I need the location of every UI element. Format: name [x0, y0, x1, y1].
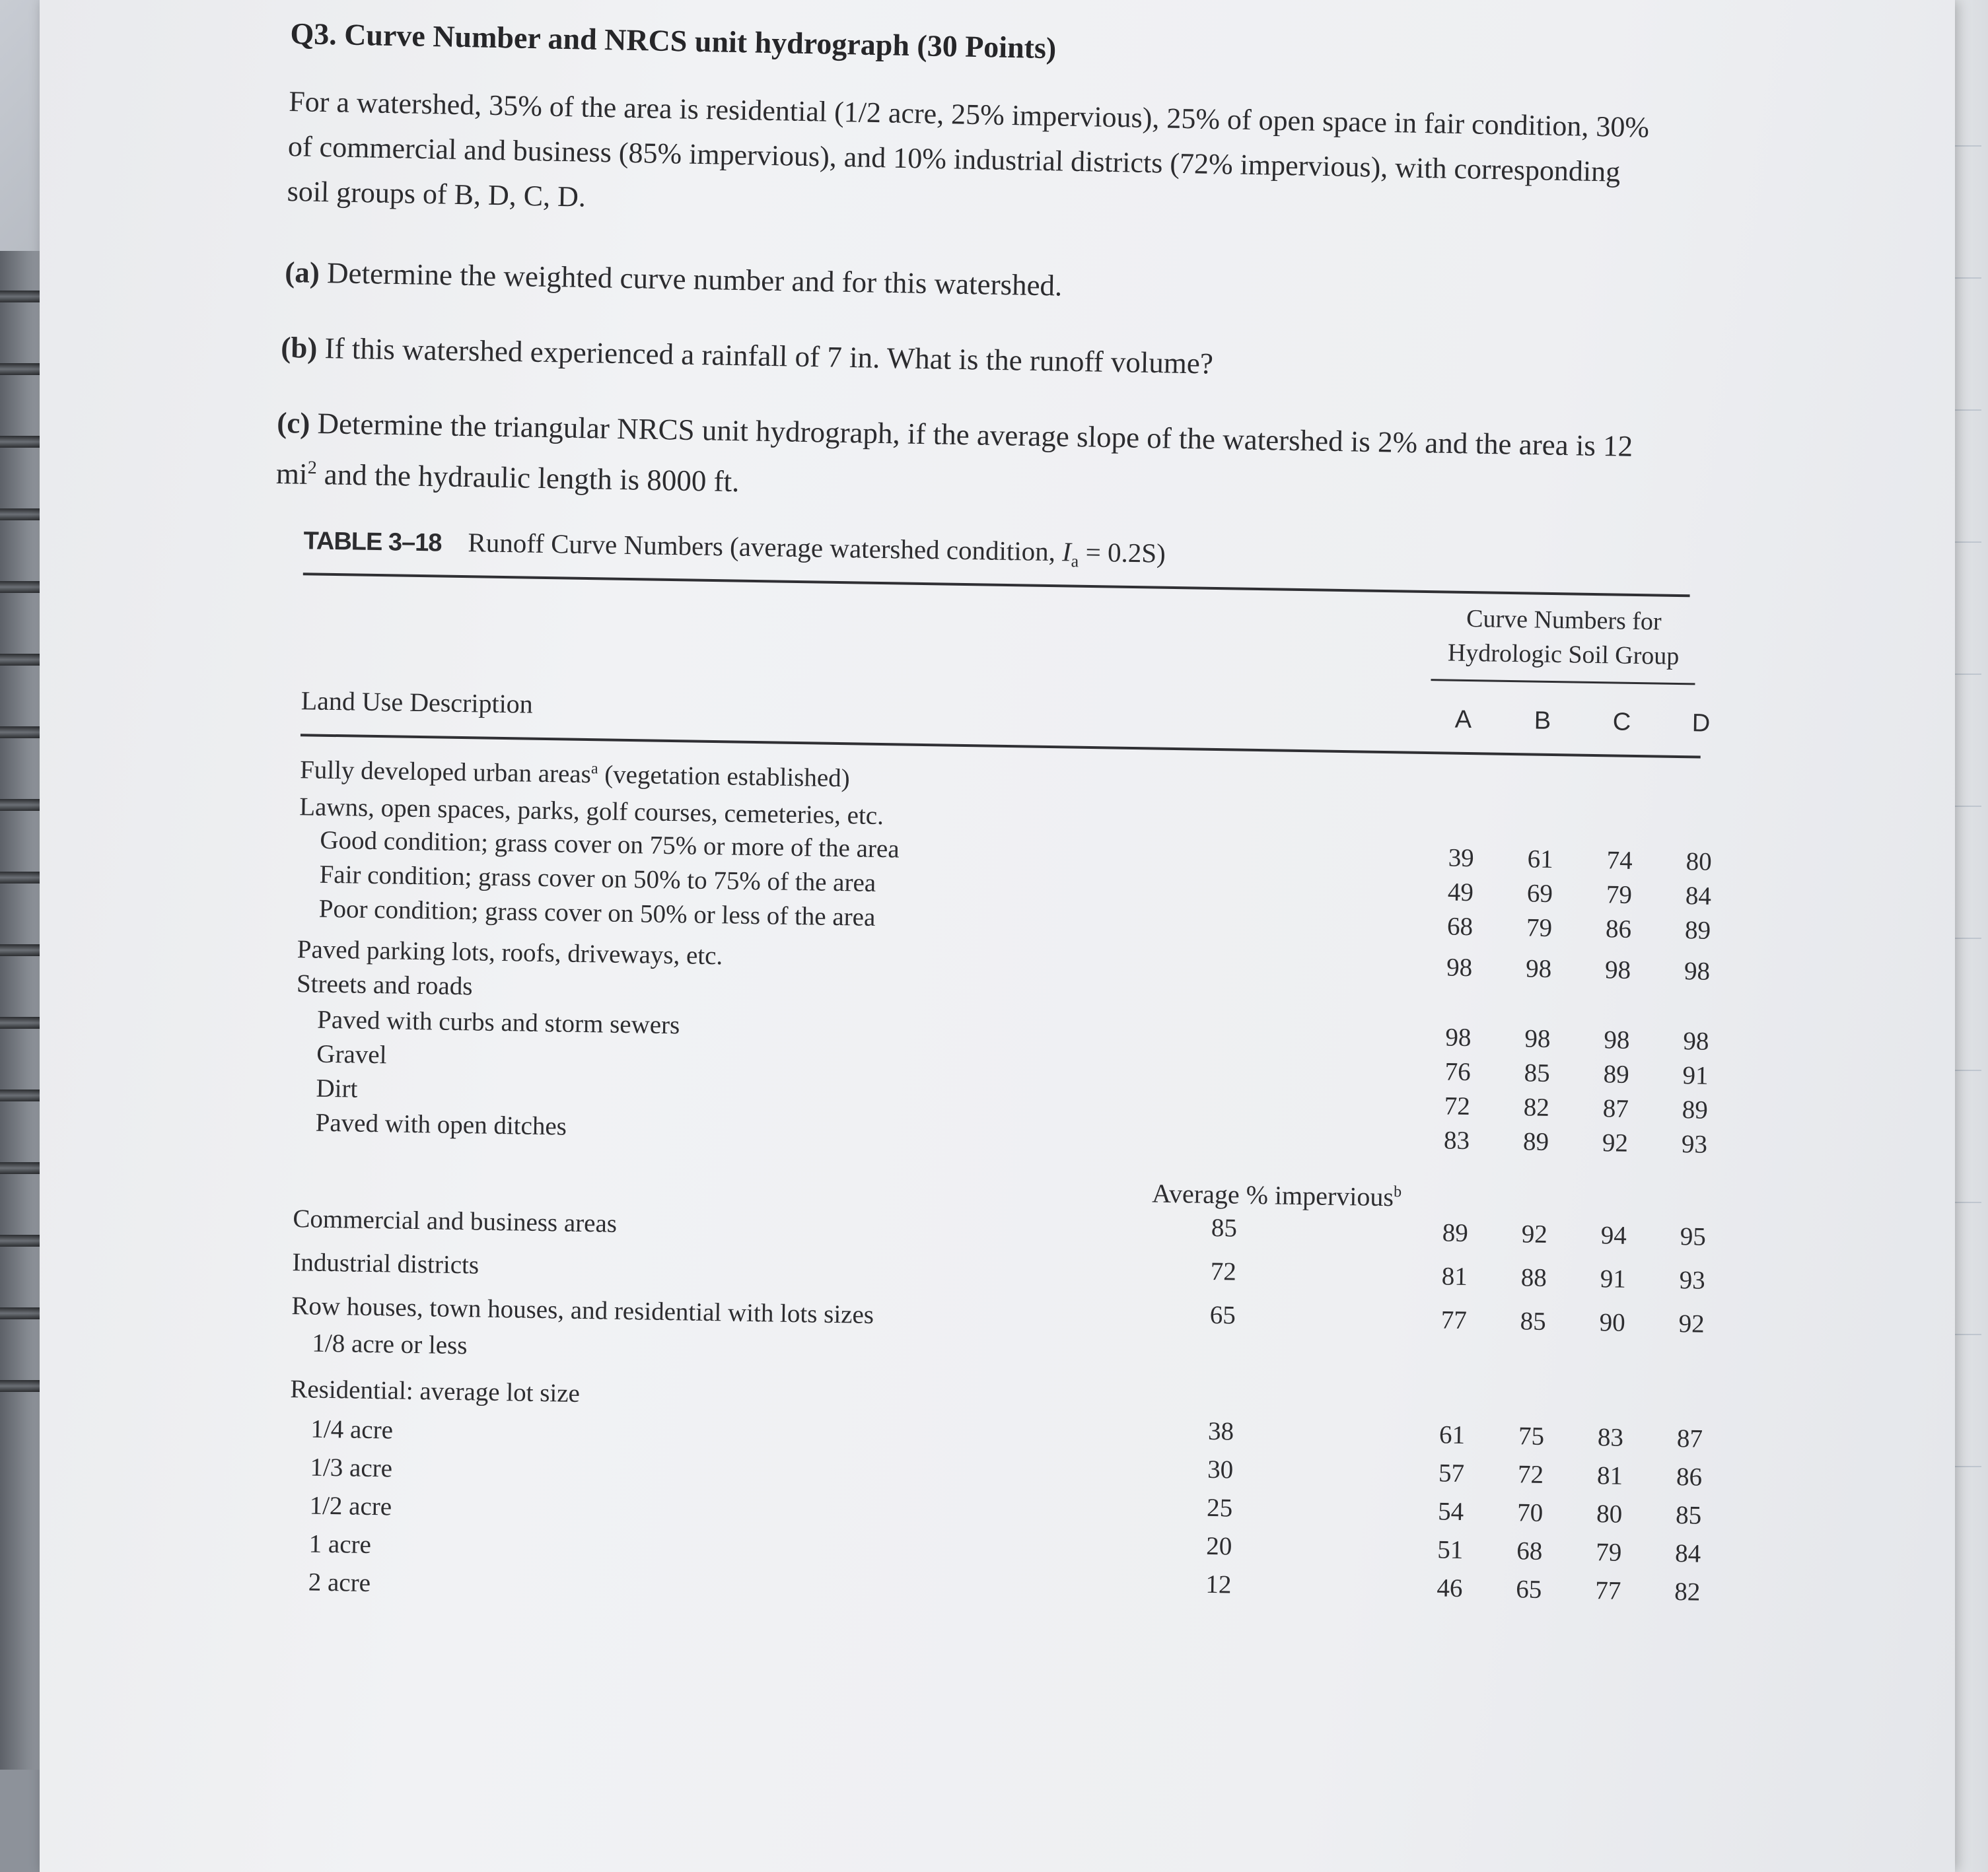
row-label: Good condition; grass cover on 75% or more of the area [320, 825, 900, 864]
table-cell: 90 [1599, 1308, 1626, 1337]
table-cell: 83 [1597, 1423, 1624, 1452]
table-cell: 92 [1602, 1128, 1629, 1158]
impervious-cell: 30 [1207, 1455, 1234, 1484]
table-cell: 70 [1516, 1498, 1544, 1527]
soil-group-rule [1431, 679, 1695, 685]
soil-group-header-line1: Curve Numbers for [1466, 604, 1662, 636]
row-label: Paved parking lots, roofs, driveways, etc. [297, 935, 723, 971]
table-cell: 84 [1674, 1539, 1701, 1568]
curve-number-table [233, 523, 1783, 1669]
row-label: Row houses, town houses, and residential with lots sizes [291, 1292, 874, 1329]
table-cell: 89 [1684, 916, 1711, 945]
table-cell: 61 [1438, 1420, 1466, 1450]
table-cell: 77 [1440, 1305, 1468, 1335]
table-cell: 86 [1605, 915, 1632, 944]
table-cell: 98 [1524, 1024, 1551, 1053]
table-cell: 72 [1444, 1092, 1471, 1121]
table-cell: 39 [1448, 843, 1475, 873]
part-c-superscript: 2 [307, 457, 318, 479]
table-cell: 85 [1675, 1501, 1702, 1530]
table-cell: 98 [1683, 1027, 1709, 1056]
table-caption-variable: I [1061, 536, 1072, 567]
table-cell: 89 [1682, 1095, 1709, 1125]
part-b-label: (b) [280, 330, 318, 364]
column-header-c: C [1612, 708, 1631, 736]
table-cell: 77 [1595, 1576, 1621, 1605]
impervious-cell: 25 [1206, 1493, 1233, 1523]
impervious-cell: 85 [1211, 1213, 1238, 1243]
table-cell: 98 [1445, 1023, 1472, 1053]
table-cell: 79 [1595, 1538, 1622, 1567]
table-cell: 80 [1686, 847, 1713, 876]
table-cell: 92 [1521, 1220, 1548, 1249]
impervious-cell: 65 [1209, 1300, 1236, 1330]
question-part-b [281, 325, 1655, 394]
table-cell: 98 [1684, 957, 1711, 986]
row-label: Industrial districts [292, 1248, 479, 1280]
table-cell: 93 [1679, 1266, 1706, 1295]
part-a-label: (a) [284, 255, 320, 289]
soil-group-header-line2: Hydrologic Soil Group [1447, 639, 1680, 670]
page-content [40, 0, 1955, 1872]
table-cell: 83 [1443, 1126, 1470, 1156]
row-label: Commercial and business areas [293, 1204, 618, 1238]
table-cell: 88 [1520, 1263, 1547, 1292]
table-cell: 94 [1600, 1221, 1627, 1250]
table-top-rule [303, 572, 1690, 597]
impervious-cell: 20 [1206, 1531, 1232, 1561]
question-title: Q3. Curve Number and NRCS unit hydrograph (30 Points) [290, 16, 1057, 65]
impervious-header-text: Average % impervious [1151, 1178, 1394, 1212]
section-streets: Streets and roads [296, 969, 473, 1001]
soil-group-header [1425, 601, 1703, 674]
row-label: Paved with curbs and storm sewers [316, 1005, 680, 1040]
section-urban [300, 755, 850, 793]
row-label-continued: 1/8 acre or less [312, 1329, 468, 1360]
row-label: Dirt [316, 1074, 358, 1103]
table-cell: 98 [1446, 953, 1473, 983]
question-part-a [285, 250, 1659, 318]
table-cell: 85 [1520, 1307, 1547, 1336]
table-cell: 69 [1526, 879, 1553, 909]
column-header-d: D [1691, 709, 1711, 738]
row-label: Paved with open ditches [315, 1108, 567, 1141]
document-page [40, 0, 1955, 1872]
question-part-c [275, 400, 1651, 520]
question-intro: For a watershed, 35% of the area is residential (1/2 acre, 25% impervious), 25% of open space in fair condition, 30% of commercial and business (85% impervious), and 10% industrial districts (72% impervious), with corresponding soil groups of B, D, C, D. [287, 85, 1650, 213]
table-cell: 51 [1437, 1535, 1464, 1565]
table-cell: 82 [1674, 1577, 1701, 1607]
row-label: Gravel [316, 1039, 387, 1070]
impervious-header [1152, 1178, 1402, 1213]
table-caption [303, 524, 1166, 572]
table-cell: 81 [1596, 1461, 1623, 1490]
table-cell: 89 [1522, 1127, 1549, 1156]
section-lawns: Lawns, open spaces, parks, golf courses, cemeteries, etc. [299, 792, 884, 831]
part-c-text: Determine the triangular NRCS unit hydrograph, if the average slope of the watershed is 2% and the area is 12 mi [275, 407, 1633, 491]
table-cell: 87 [1676, 1424, 1703, 1453]
table-caption-subscript: a [1071, 551, 1079, 571]
table-cell: 74 [1606, 846, 1633, 875]
table-caption-text: Runoff Curve Numbers (average watershed condition, [468, 527, 1063, 567]
table-cell: 61 [1527, 845, 1554, 874]
table-cell: 86 [1676, 1463, 1703, 1492]
row-label: 1 acre [308, 1529, 372, 1560]
part-b-text: If this watershed experienced a rainfall of 7 in. What is the runoff volume? [324, 331, 1214, 380]
table-cell: 91 [1600, 1265, 1627, 1294]
table-cell: 68 [1446, 912, 1473, 942]
table-cell: 65 [1516, 1575, 1542, 1604]
land-use-header: Land Use Description [301, 685, 534, 719]
table-cell: 79 [1606, 880, 1633, 909]
table-cell: 98 [1604, 955, 1631, 985]
section-residential: Residential: average lot size [290, 1375, 581, 1408]
row-label: Poor condition; grass cover on 50% or less of the area [318, 894, 876, 932]
part-a-text: Determine the weighted curve number and for this watershed. [326, 256, 1063, 302]
section-urban-footnote: a [590, 760, 598, 778]
row-label: 1/2 acre [309, 1491, 392, 1521]
table-cell: 95 [1680, 1222, 1707, 1251]
table-cell: 68 [1516, 1537, 1543, 1566]
section-urban-text: Fully developed urban areas [299, 755, 592, 789]
table-cell: 93 [1681, 1130, 1708, 1159]
table-cell: 76 [1444, 1057, 1472, 1087]
table-cell: 87 [1602, 1094, 1629, 1123]
table-cell: 91 [1682, 1061, 1709, 1090]
row-label: 1/3 acre [310, 1453, 393, 1483]
impervious-cell: 38 [1207, 1416, 1234, 1446]
table-cell: 57 [1438, 1459, 1465, 1488]
table-cell: 80 [1596, 1500, 1623, 1529]
impervious-cell: 12 [1205, 1570, 1232, 1599]
table-cell: 75 [1518, 1422, 1545, 1451]
impervious-cell: 72 [1210, 1257, 1237, 1286]
header-bottom-rule [301, 734, 1701, 758]
table-cell: 92 [1678, 1309, 1705, 1338]
column-header-b: B [1534, 707, 1551, 735]
table-cell: 46 [1437, 1574, 1463, 1603]
row-label: 1/4 acre [310, 1414, 394, 1445]
table-cell: 85 [1524, 1058, 1550, 1088]
table-cell: 54 [1437, 1497, 1464, 1527]
impervious-header-footnote: b [1393, 1183, 1402, 1201]
table-cell: 89 [1603, 1060, 1629, 1089]
table-cell: 72 [1517, 1460, 1544, 1489]
row-label: 2 acre [308, 1568, 371, 1598]
column-header-a: A [1454, 705, 1472, 734]
table-cell: 79 [1526, 913, 1553, 943]
row-label: Fair condition; grass cover on 50% to 75% of the area [319, 860, 876, 897]
table-cell: 89 [1442, 1218, 1469, 1248]
table-cell: 81 [1441, 1262, 1468, 1292]
section-urban-text-end: (vegetation established) [598, 760, 851, 793]
table-cell: 84 [1685, 882, 1712, 911]
table-cell: 82 [1523, 1093, 1550, 1122]
part-c-text-end: and the hydraulic length is 8000 ft. [316, 458, 740, 499]
part-c-label: (c) [276, 405, 310, 440]
table-cell: 98 [1604, 1025, 1630, 1055]
table-label: TABLE 3–18 [303, 527, 442, 557]
table-caption-end: = 0.2S) [1079, 536, 1166, 569]
table-cell: 98 [1525, 954, 1552, 984]
table-cell: 49 [1447, 878, 1474, 907]
